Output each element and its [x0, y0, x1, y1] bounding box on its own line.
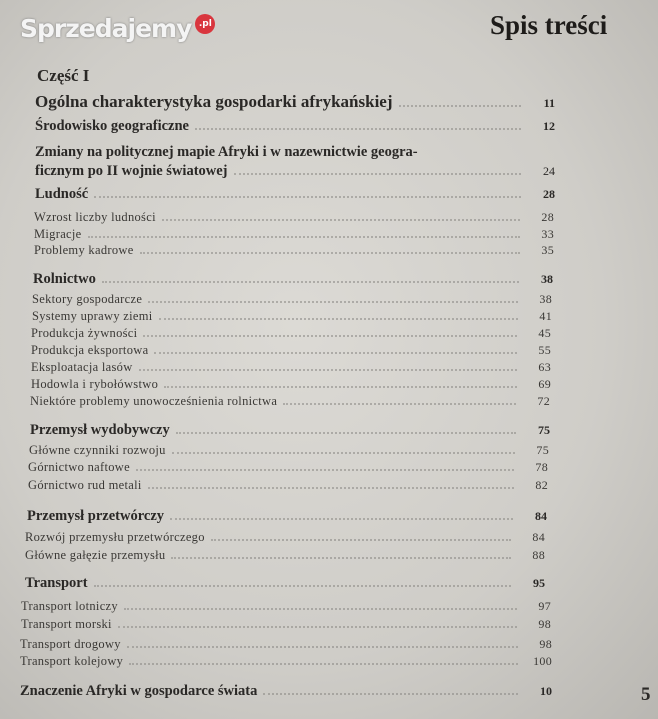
entry-title: Środowisko geograficzne — [35, 118, 189, 134]
toc-entry — [20, 683, 552, 700]
toc-entry — [31, 360, 551, 375]
dot-leader — [399, 104, 522, 107]
page-number: 5 — [641, 684, 651, 705]
entry-title: Systemy uprawy ziemi — [32, 309, 153, 323]
watermark — [20, 14, 215, 44]
entry-page: 35 — [541, 243, 554, 257]
entry-page: 69 — [538, 377, 551, 391]
dot-leader — [234, 173, 521, 175]
dot-leader — [94, 195, 521, 198]
dot-leader — [136, 468, 514, 471]
toc-entry — [32, 292, 552, 307]
toc-entry — [27, 508, 547, 525]
entry-title: Rozwój przemysłu przetwórczego — [25, 530, 205, 544]
dot-leader — [176, 431, 516, 434]
entry-title: Znaczenie Afryki w gospodarce świata — [20, 683, 258, 699]
entry-title: Górnictwo rud metali — [28, 478, 142, 492]
dot-leader — [139, 368, 517, 371]
toc-entry — [28, 478, 548, 493]
watermark-logo: Sprzedajemy — [20, 14, 192, 43]
dot-leader — [172, 451, 515, 454]
entry-page: 98 — [539, 637, 552, 651]
dot-leader — [162, 218, 520, 221]
entry-page: 55 — [538, 343, 551, 357]
entry-page: 28 — [543, 187, 555, 201]
toc-entry — [30, 394, 550, 409]
dot-leader — [102, 280, 519, 283]
toc-entry — [20, 654, 552, 669]
entry-title: Ogólna charakterystyka gospodarki afrykańskiej — [35, 92, 393, 111]
watermark-badge: .pl — [195, 14, 215, 34]
entry-page: 33 — [541, 227, 554, 241]
entry-title: Główne gałęzie przemysłu — [25, 548, 166, 562]
toc-entry — [25, 575, 545, 592]
entry-page: 28 — [541, 210, 554, 224]
dot-leader — [154, 351, 517, 354]
entry-page: 10 — [540, 684, 552, 698]
entry-title-line1: Zmiany na politycznej mapie Afryki i w nazewnictwie geogra- — [35, 144, 418, 160]
entry-page: 97 — [538, 599, 551, 613]
entry-title: Główne czynniki rozwoju — [29, 443, 166, 457]
entry-title-line2: ficznym po II wojnie światowej — [35, 163, 228, 179]
entry-title: Produkcja eksportowa — [31, 343, 149, 357]
entry-title: Niektóre problemy unowocześnienia rolnictwa — [30, 394, 278, 408]
entry-title: Migracje — [34, 227, 82, 241]
toc-entry — [34, 227, 554, 242]
entry-page: 75 — [538, 423, 550, 437]
entry-page: 95 — [533, 576, 545, 590]
toc-entry — [35, 92, 555, 112]
entry-title: Sektory gospodarcze — [32, 292, 143, 306]
dot-leader — [118, 625, 517, 628]
toc-entry — [20, 637, 552, 652]
dot-leader — [263, 692, 518, 695]
dot-leader — [283, 402, 516, 405]
toc-entry — [35, 186, 555, 203]
toc-entry — [25, 548, 545, 563]
dot-leader — [159, 317, 518, 320]
part-heading: Część I — [37, 66, 90, 85]
entry-page: 38 — [539, 292, 552, 306]
entry-page: 38 — [541, 272, 553, 286]
entry-title: Problemy kadrowe — [34, 243, 134, 257]
toc-entry — [31, 343, 551, 358]
toc-entry — [33, 271, 553, 288]
dot-leader — [143, 334, 517, 337]
entry-page: 84 — [532, 530, 545, 544]
entry-page: 82 — [535, 478, 548, 492]
toc-entry — [31, 326, 551, 341]
entry-title: Transport drogowy — [20, 637, 121, 651]
entry-page: 72 — [537, 394, 550, 408]
toc-entry — [30, 422, 550, 439]
dot-leader — [127, 645, 518, 648]
entry-page: 75 — [536, 443, 549, 457]
toc-entry — [31, 377, 551, 392]
entry-page: 12 — [543, 119, 555, 133]
entry-page: 11 — [543, 96, 555, 110]
entry-title: Przemysł przetwórczy — [27, 508, 165, 524]
entry-title: Produkcja żywności — [31, 326, 138, 340]
entry-title: Wzrost liczby ludności — [34, 210, 156, 224]
entry-page: 41 — [539, 309, 552, 323]
dot-leader — [170, 517, 513, 520]
entry-page: 63 — [538, 360, 551, 374]
entry-title: Transport morski — [21, 617, 112, 631]
entry-title: Transport kolejowy — [20, 654, 124, 668]
toc-entry — [34, 210, 554, 225]
toc-entry — [35, 143, 555, 181]
toc-entry — [28, 460, 548, 475]
entry-title: Eksploatacja lasów — [31, 360, 133, 374]
dot-leader — [148, 300, 518, 303]
dot-leader — [94, 584, 511, 587]
entry-page: 98 — [538, 617, 551, 631]
entry-title: Transport — [25, 575, 88, 591]
entry-title: Górnictwo naftowe — [28, 460, 130, 474]
entry-page: 88 — [532, 548, 545, 562]
dot-leader — [88, 235, 520, 238]
toc-entry — [25, 530, 545, 545]
toc-entry — [34, 243, 554, 258]
entry-title: Hodowla i rybołówstwo — [31, 377, 159, 391]
toc-entry — [21, 617, 551, 632]
dot-leader — [129, 662, 518, 665]
entry-page: 100 — [533, 654, 552, 668]
entry-title: Ludność — [35, 186, 89, 202]
dot-leader — [148, 486, 514, 489]
entry-title: Transport lotniczy — [21, 599, 118, 613]
toc-entry — [32, 309, 552, 324]
entry-title: Przemysł wydobywczy — [30, 422, 170, 438]
toc-entry — [29, 443, 549, 458]
entry-title: Rolnictwo — [33, 271, 96, 287]
dot-leader — [211, 538, 511, 541]
dot-leader — [195, 127, 521, 130]
dot-leader — [164, 385, 517, 388]
page-title: Spis treści — [490, 10, 608, 40]
entry-page: 24 — [543, 164, 555, 178]
dot-leader — [140, 251, 520, 254]
dot-leader — [171, 556, 511, 559]
dot-leader — [124, 607, 517, 610]
toc-entry — [21, 599, 551, 614]
entry-page: 78 — [535, 460, 548, 474]
toc-entry — [35, 118, 555, 135]
entry-page: 84 — [535, 509, 547, 523]
entry-page: 45 — [538, 326, 551, 340]
